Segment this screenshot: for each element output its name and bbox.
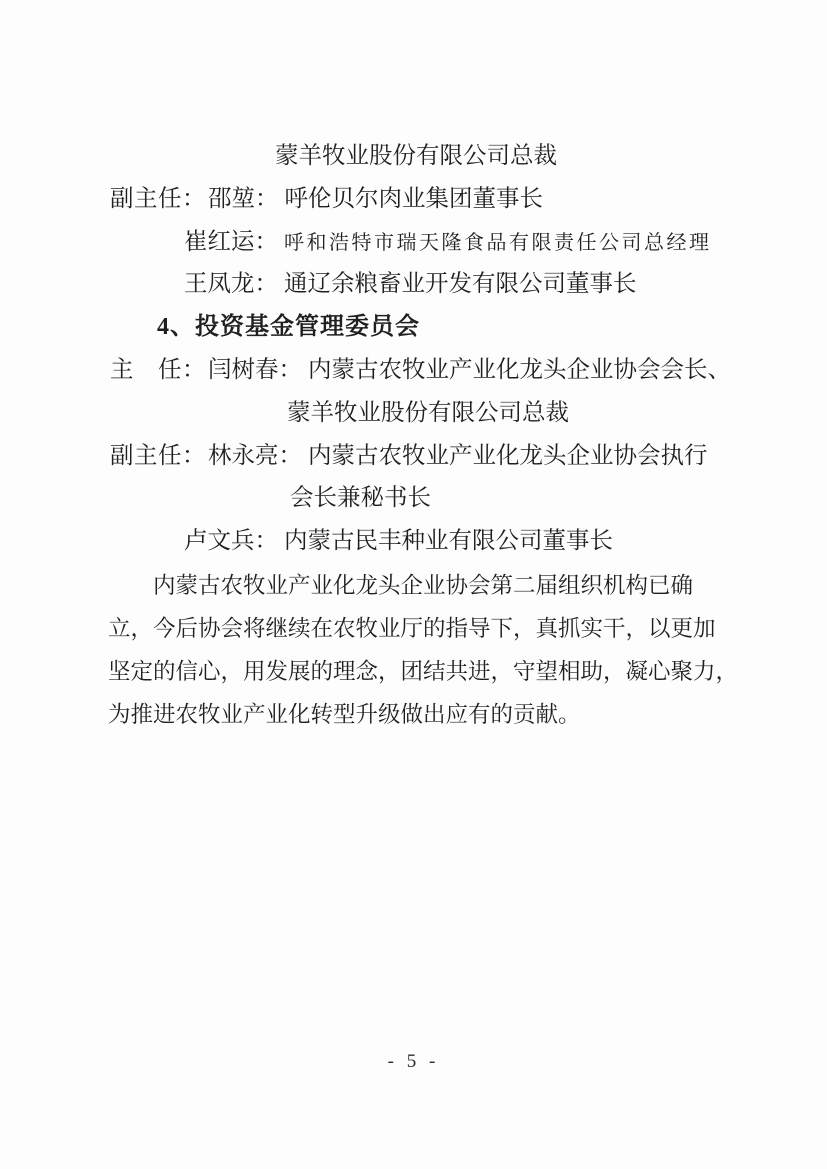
member-title: 内蒙古农牧业产业化龙头企业协会会长、 [308, 356, 731, 383]
section-heading-text: 4、投资基金管理委员会 [157, 314, 420, 341]
member-entry [108, 349, 731, 392]
line-text: 会长兼秘书长 [290, 485, 431, 512]
paragraph-line: 立，今后协会将继续在农牧业厅的指导下，真抓实干，以更加 [108, 616, 716, 641]
member-entry [108, 435, 728, 478]
member-entry [108, 263, 728, 306]
page-number: - 5 - [387, 1051, 440, 1072]
member-name: 卢文兵： [184, 528, 278, 555]
member-name: 王凤龙： [184, 271, 278, 298]
continuation-line [108, 135, 728, 178]
member-title: 呼和浩特市瑞天隆食品有限责任公司总经理 [284, 231, 712, 254]
paragraph-line: 坚定的信心，用发展的理念，团结共进，守望相助，凝心聚力， [108, 659, 739, 684]
role-label: 主 任： [110, 356, 206, 383]
member-entry [108, 178, 728, 221]
paragraph-line: 为推进农牧业产业化转型升级做出应有的贡献。 [108, 702, 581, 727]
paragraph-line: 内蒙古农牧业产业化龙头企业协会第二届组织机构已确 [153, 573, 694, 598]
member-name: 崔红运： [184, 228, 278, 255]
member-name: 林永亮： [208, 442, 302, 469]
section-heading [108, 306, 728, 349]
member-name: 闫树春： [208, 356, 302, 383]
member-title: 呼伦贝尔肉业集团董事长 [284, 185, 543, 212]
role-label: 副主任： [110, 442, 206, 469]
role-label: 副主任： [110, 185, 206, 212]
line-text: 蒙羊牧业股份有限公司总裁 [275, 143, 557, 169]
continuation-line [108, 392, 728, 435]
member-entry [108, 520, 728, 563]
line-text: 蒙羊牧业股份有限公司总裁 [287, 399, 569, 426]
member-entry [108, 221, 728, 264]
member-title: 通辽余粮畜业开发有限公司董事长 [284, 271, 637, 298]
closing-paragraph [108, 564, 748, 736]
member-title: 内蒙古民丰种业有限公司董事长 [284, 528, 613, 555]
member-title: 内蒙古农牧业产业化龙头企业协会执行 [308, 442, 708, 469]
member-name: 邵堃： [208, 185, 279, 212]
continuation-line [108, 477, 728, 520]
committee-list [108, 135, 731, 563]
